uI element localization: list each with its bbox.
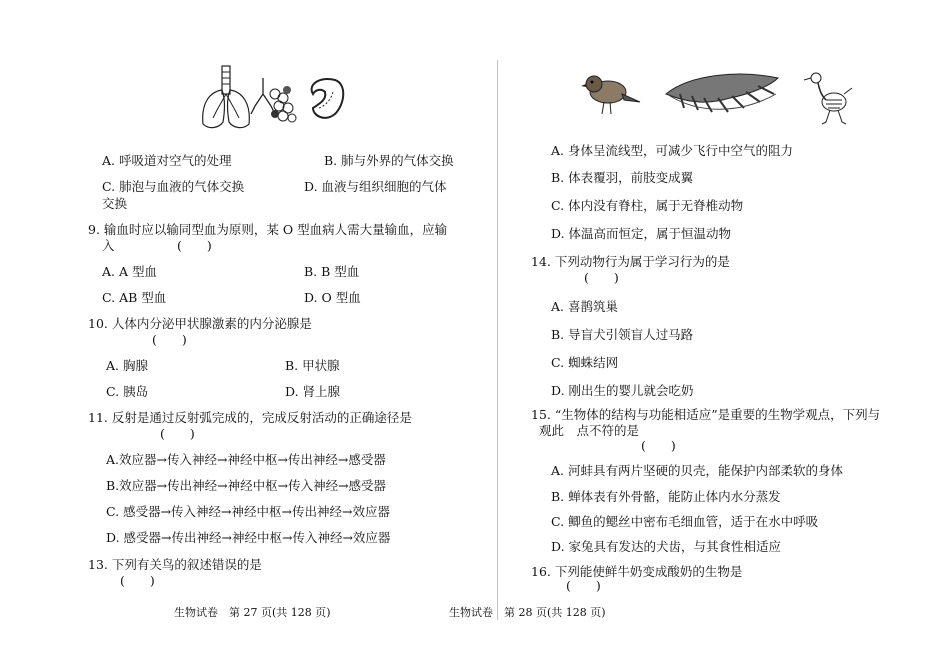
- q10-option-a: A. 胸腺: [106, 358, 148, 373]
- q11-answer-bracket: ( ): [160, 426, 195, 441]
- q14-stem: 14. 下列动物行为属于学习行为的是: [531, 254, 730, 269]
- right-page-footer: 生物试卷 第 28 页(共 128 页): [449, 606, 606, 619]
- q10-option-c: C. 胰岛: [106, 384, 149, 399]
- q15-option-d: D. 家兔具有发达的犬齿，与其食性相适应: [551, 539, 782, 554]
- q11-option-a: A.效应器→传入神经→神经中枢→传出神经→感受器: [106, 452, 386, 467]
- q15-answer-bracket: ( ): [641, 438, 676, 453]
- q11-option-d: D. 感受器→传出神经→神经中枢→传入神经→效应器: [106, 530, 391, 545]
- q9-stem: 9. 输血时应以输同型血为原则，某 O 型血病人需大量输血，应输: [88, 222, 448, 237]
- q14-option-d: D. 刚出生的婴儿就会吃奶: [551, 383, 694, 398]
- q10-answer-bracket: ( ): [152, 332, 187, 347]
- q9-option-d: D. O 型血: [304, 290, 361, 305]
- q15-option-b: B. 蝉体表有外骨骼，能防止体内水分蒸发: [551, 489, 781, 504]
- q14-option-a: A. 喜鹊筑巢: [551, 299, 618, 314]
- bird-illustrations: [580, 64, 860, 130]
- q13-option-c: C. 体内没有脊柱，属于无脊椎动物: [551, 198, 744, 213]
- q11-stem: 11. 反射是通过反射弧完成的，完成反射活动的正确途径是: [88, 410, 412, 425]
- q9-option-b: B. B 型血: [304, 264, 360, 279]
- q14-option-b: B. 导盲犬引领盲人过马路: [551, 327, 694, 342]
- q13-option-a: A. 身体呈流线型，可减少飞行中空气的阻力: [551, 143, 793, 158]
- q15-stem-cont: 观此 点不符的是: [539, 423, 640, 438]
- q11-option-c: C. 感受器→传入神经→神经中枢→传出神经→效应器: [106, 504, 390, 519]
- respiratory-system-illustration: [195, 64, 355, 134]
- q14-answer-bracket: ( ): [584, 270, 619, 285]
- q15-option-a: A. 河蚌具有两片坚硬的贝壳，能保护内部柔软的身体: [551, 463, 843, 478]
- q9-stem-cont: 入 ( ): [102, 238, 212, 253]
- q11-option-b: B.效应器→传出神经→神经中枢→传入神经→感受器: [106, 478, 387, 493]
- q10-option-d: D. 肾上腺: [285, 384, 341, 399]
- q16-answer-bracket: ( ): [566, 578, 601, 593]
- q9-option-c: C. AB 型血: [102, 290, 167, 305]
- q9-option-a: A. A 型血: [102, 264, 157, 279]
- q15-stem: 15. “生物体的结构与功能相适应”是重要的生物学观点，下列与: [531, 407, 881, 422]
- q8-option-b: B. 肺与外界的气体交换: [324, 153, 454, 168]
- q10-stem: 10. 人体内分泌甲状腺激素的内分泌腺是: [88, 316, 312, 331]
- q13-stem: 13. 下列有关鸟的叙述错误的是: [88, 557, 262, 572]
- q8-option-d: D. 血液与组织细胞的气体: [304, 179, 447, 194]
- q10-option-b: B. 甲状腺: [285, 358, 340, 373]
- q13-answer-bracket: ( ): [120, 573, 155, 588]
- left-page-footer: 生物试卷 第 27 页(共 128 页): [174, 606, 331, 619]
- q13-option-d: D. 体温高而恒定，属于恒温动物: [551, 226, 732, 241]
- q8-option-c: C. 肺泡与血液的气体交换: [102, 179, 245, 194]
- page-divider: [497, 60, 498, 620]
- q8-option-d-cont: 交换: [102, 196, 128, 211]
- q13-option-b: B. 体表覆羽，前肢变成翼: [551, 170, 694, 185]
- q14-option-c: C. 蜘蛛结网: [551, 355, 619, 370]
- q15-option-c: C. 鲫鱼的鳃丝中密布毛细血管，适于在水中呼吸: [551, 514, 819, 529]
- q16-stem: 16. 下列能使鲜牛奶变成酸奶的生物是: [531, 564, 743, 579]
- q8-option-a: A. 呼吸道对空气的处理: [102, 153, 232, 168]
